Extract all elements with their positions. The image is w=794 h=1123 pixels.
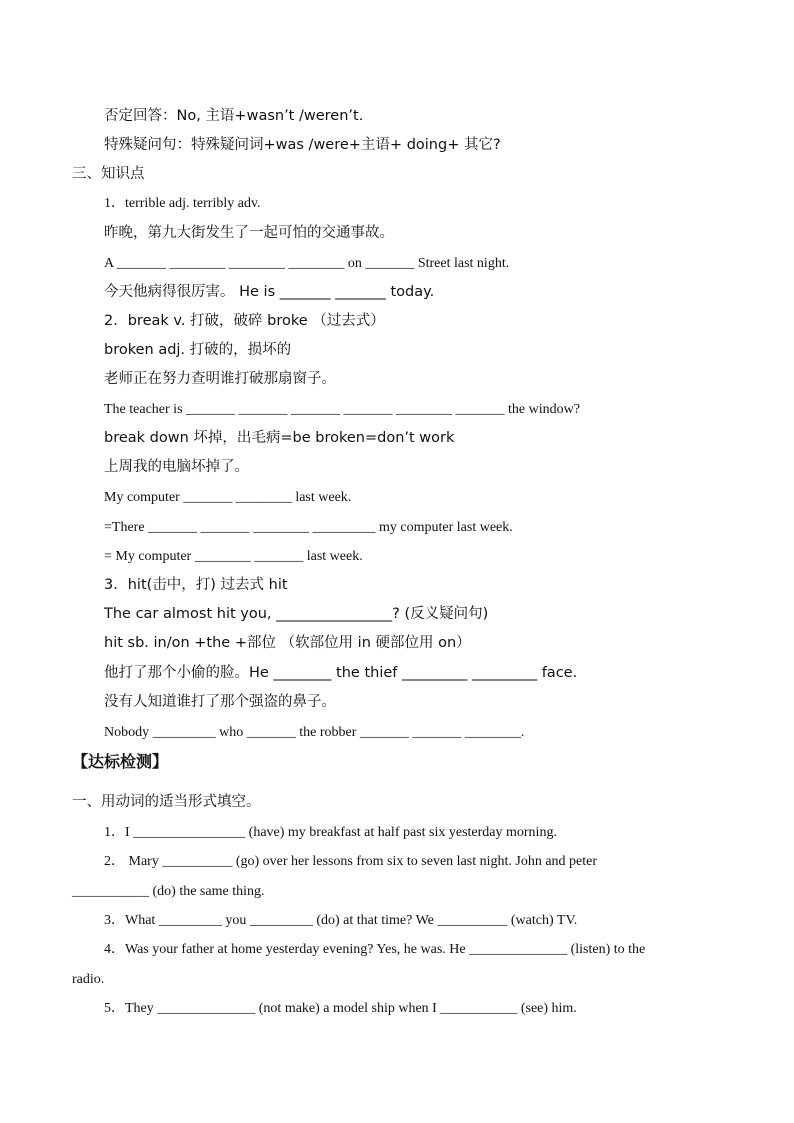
exercise-computer-2: =There _______ _______ ________ _________ my computer last week. — [104, 520, 513, 535]
exercise-window: The teacher is _______ _______ _______ _______ ________ _______ the window? — [104, 402, 580, 417]
exercise-computer-3: = My computer ________ _______ last week. — [104, 549, 363, 564]
exercise-robber: Nobody _________ who _______ the robber _______ _______ ________. — [104, 725, 525, 740]
negative-answer-line: 否定回答：No, 主语+wasn’t /weren’t. — [104, 108, 364, 124]
question-3: 3．What _________ you _________ (do) at that time? We __________ (watch) TV. — [104, 913, 578, 928]
part-1-instruction: 一、用动词的适当形式填空。 — [72, 794, 261, 810]
exercise-tag-question: The car almost hit you, ________________? (反义疑问句) — [104, 606, 489, 622]
question-4-line-2: radio. — [72, 972, 105, 987]
point-3-hit: 3．hit(击中，打) 过去式 hit — [104, 577, 288, 593]
example-cn-accident: 昨晚，第九大街发生了一起可怕的交通事故。 — [104, 225, 394, 241]
exercise-ill: 今天他病得很厉害。 He is _______ _______ today. — [104, 284, 435, 300]
question-2-line-2: ___________ (do) the same thing. — [72, 884, 265, 899]
exercise-thief: 他打了那个小偷的脸。He ________ the thief _________ _________ face. — [104, 665, 578, 681]
question-2-line-1: 2． Mary __________ (go) over her lessons from six to seven last night. John and peter — [104, 854, 598, 869]
question-1: 1．I ________________ (have) my breakfast at half past six yesterday morning. — [104, 825, 557, 840]
example-cn-window: 老师正在努力查明谁打破那扇窗子。 — [104, 371, 336, 387]
point-2-break: 2．break v. 打破，破碎 broke （过去式） — [104, 313, 385, 329]
example-cn-computer: 上周我的电脑坏掉了。 — [104, 459, 249, 475]
hit-rule-line: hit sb. in/on +the +部位 （软部位用 in 硬部位用 on） — [104, 635, 471, 651]
question-5: 5．They ______________ (not make) a model ship when I ___________ (see) him. — [104, 1001, 577, 1016]
wh-question-line: 特殊疑问句：特殊疑问词+was /were+主语+ doing+ 其它? — [104, 137, 501, 153]
example-cn-robber: 没有人知道谁打了那个强盗的鼻子。 — [104, 694, 336, 710]
exercise-accident: A _______ ________ ________ ________ on _______ Street last night. — [104, 256, 510, 271]
break-down-line: break down 坏掉，出毛病=be broken=don’t work — [104, 430, 455, 446]
exercise-computer-1: My computer _______ ________ last week. — [104, 490, 352, 505]
question-4-line-1: 4．Was your father at home yesterday evening? Yes, he was. He ______________ (listen) to the — [104, 942, 646, 957]
broken-line: broken adj. 打破的，损坏的 — [104, 342, 292, 358]
section-title-test: 【达标检测】 — [72, 752, 169, 771]
section-title-knowledge: 三、知识点 — [72, 166, 145, 182]
point-1-terrible: 1．terrible adj. terribly adv. — [104, 196, 261, 211]
